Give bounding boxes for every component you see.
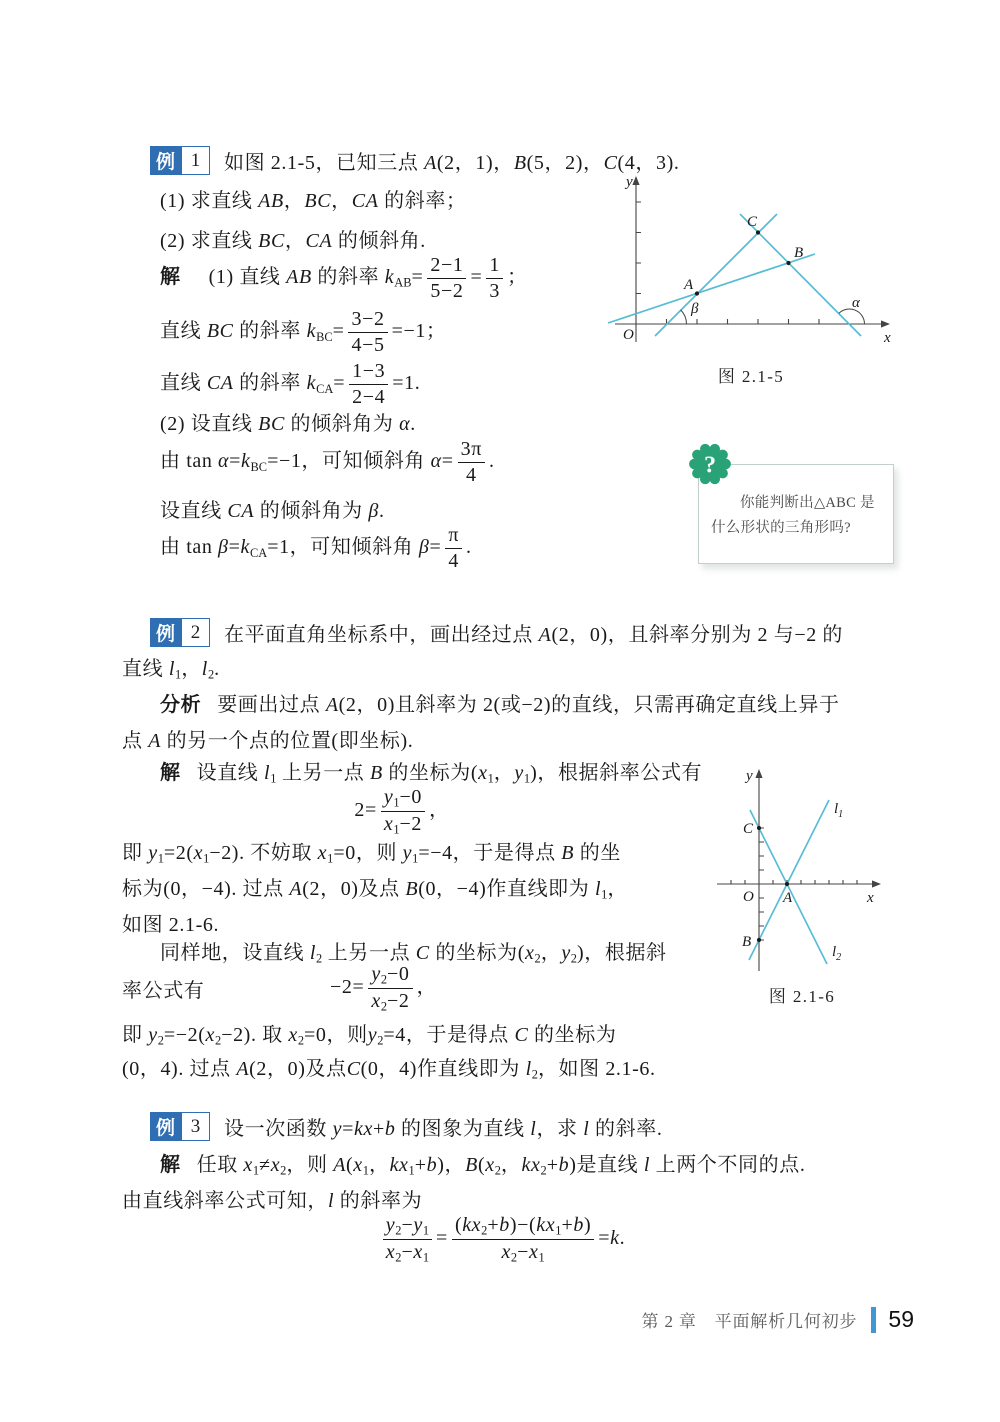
ex2-equation2: −2= $\frac{y_2-0}{x_2-2}$ ，: [330, 963, 438, 1014]
ex2-solution-line3b: 率公式有: [122, 980, 205, 1002]
solution-label: 解: [160, 1154, 181, 1176]
label-A: A: [783, 890, 793, 906]
points: [695, 230, 791, 295]
point-C: [756, 230, 760, 234]
ex2-solution-line2a: 即 $y_1=2(x_1-2)$. 不妨取 $x_1=0$，则 $y_1=-4$，于是得点 B 的坐: [122, 842, 621, 866]
label-alpha: α: [852, 295, 860, 311]
figure2-caption: 图 2.1-6: [768, 987, 836, 1006]
point-B: [786, 261, 790, 265]
point-B: [757, 938, 761, 942]
footer-page-number: 59: [888, 1306, 914, 1332]
ex3-solution-line1: 解 任取 $x_1\ne x_2$，则 $A(x_1$，$kx_1+b$)，$B(x_2$，$kx_2+b$)是直线 l 上两个不同的点.: [160, 1154, 806, 1178]
example-badge: 例: [150, 618, 181, 647]
question-box: [698, 452, 894, 564]
question-badge-icon: [687, 441, 733, 487]
footer-chapter: 第 2 章 平面解析几何初步: [641, 1312, 858, 1331]
beta-arc: [681, 310, 687, 324]
label-y: y: [626, 174, 633, 190]
example-number: 1: [181, 146, 210, 175]
ex2-equation1: 2= $\frac{y_1-0}{x_1-2}$ ，: [354, 786, 450, 837]
ex2-intro-line2: 直线 $l_1$，$l_2$.: [122, 658, 220, 682]
y-arrow: [632, 176, 639, 185]
label-l2: $l_2$: [832, 944, 842, 963]
example-badge: 例: [150, 146, 181, 175]
example-number: 3: [181, 1112, 210, 1141]
figure-2-1-6: [712, 766, 892, 978]
label-y: y: [746, 768, 753, 784]
ex2-analysis-line1: 分析 要画出过点 A(2，0)且斜率为 2(或−2)的直线，只需再确定直线上异于: [160, 694, 840, 716]
analysis-label: 分析: [160, 694, 202, 716]
ex1-solution-line4: (2) 设直线 BC 的倾斜角为 α.: [160, 413, 416, 435]
label-B: B: [742, 934, 752, 950]
label-O: O: [743, 889, 754, 905]
ex2-solution-line4a: 即 $y_2=-2(x_2-2)$. 取 $x_2=0$，则$y_2=4$，于是得点 C 的坐标为: [122, 1024, 617, 1048]
label-C: C: [743, 821, 754, 837]
ex2-solution-line1: 解 设直线 $l_1$ 上另一点 B 的坐标为($x_1$，$y_1$)，根据斜率公式有: [160, 762, 703, 786]
ex1-solution-line1: 解 (1) 直线 AB 的斜率 $k_{AB}=$ $\frac{2-1}{5-2}$ = $\frac{1}{3}$ ；: [160, 254, 528, 302]
label-beta: β: [691, 301, 699, 317]
x-ticks: [731, 880, 857, 884]
question-text: 你能判断出△ABC 是 什么形状的三角形吗?: [711, 495, 875, 537]
point-A: [785, 882, 789, 886]
line-l2: [750, 810, 827, 964]
lines: [608, 214, 861, 336]
example-badge: 例: [150, 1112, 181, 1141]
figure1-caption: 图 2.1-5: [717, 367, 785, 386]
line-l1: [749, 800, 829, 960]
label-l1: $l_1$: [834, 801, 844, 820]
solution-label: 解: [160, 762, 181, 784]
ex2-solution-line2b: 标为(0，−4). 过点 A(2，0)及点 B(0，−4)作直线即为 $l_1$，: [122, 878, 628, 902]
ex2-solution-line3: 同样地，设直线 $l_2$ 上另一点 C 的坐标为($x_2$，$y_2$)，根据斜: [160, 942, 667, 966]
y-arrow: [755, 769, 762, 778]
example3-heading: [150, 1112, 662, 1141]
example2-intro: 在平面直角坐标系中，画出经过点 A(2，0)，且斜率分别为 2 与−2 的: [224, 624, 844, 646]
footer-divider-bar: [871, 1307, 876, 1333]
page-footer: [642, 1306, 915, 1333]
x-arrow: [872, 880, 881, 887]
label-x: x: [884, 330, 891, 346]
ex1-solution-line3: 直线 CA 的斜率 $k_{CA}=$ $\frac{1-3}{2-4}$ =1.: [160, 360, 421, 408]
x-ticks: [667, 319, 820, 324]
solution-label: 解: [160, 266, 181, 289]
example2-heading: [150, 618, 843, 647]
ex2-solution-line2c: 如图 2.1-6.: [122, 914, 220, 936]
line-AB: [608, 254, 815, 323]
y-ticks: [636, 202, 641, 294]
axes: [717, 775, 873, 971]
label-x: x: [867, 890, 874, 906]
ex1-item1: (1) 求直线 AB，BC，CA 的斜率；: [160, 190, 467, 212]
ex3-solution-line2: 由直线斜率公式可知，l 的斜率为: [122, 1190, 423, 1212]
label-A: A: [684, 277, 694, 293]
ex2-solution-line4b: (0，4). 过点 A(2，0)及点C(0，4)作直线即为 $l_2$，如图 2.1-6.: [122, 1058, 656, 1082]
ex1-solution-line2: 直线 BC 的斜率 $k_{BC}=$ $\frac{3-2}{4-5}$ =−1；: [160, 308, 447, 356]
ex1-solution-line5: 由 $\tan \alpha=k_{BC}=-1$，可知倾斜角 α= $\frac{3\pi}{4}$ .: [160, 438, 495, 486]
example1-intro: 如图 2.1-5，已知三点 A(2，1)，B(5，2)，C(4，3).: [224, 152, 680, 174]
ex1-item2: (2) 求直线 BC，CA 的倾斜角.: [160, 230, 426, 252]
example1-heading: [150, 146, 679, 175]
question-mark-glyph: ?: [703, 452, 717, 479]
ex1-solution-line6: 设直线 CA 的倾斜角为 β.: [160, 500, 385, 522]
label-O: O: [623, 327, 634, 343]
ex2-analysis-line2: 点 A 的另一个点的位置(即坐标).: [122, 730, 414, 752]
ex3-equation: $\frac{y_2-y_1}{x_2-x_1}$ = $\frac{(kx_2+b)-(kx_1+b)}{x_2-x_1}$ =k.: [122, 1214, 882, 1265]
point-C: [757, 826, 761, 830]
ex1-solution-line7: 由 $\tan \beta=k_{CA}=1$，可知倾斜角 β= $\frac{\pi}{4}$ .: [160, 524, 472, 572]
example-number: 2: [181, 618, 210, 647]
label-B: B: [794, 245, 804, 261]
example3-intro: 设一次函数 y=kx+b 的图象为直线 l，求 l 的斜率.: [224, 1118, 663, 1140]
label-C: C: [747, 214, 758, 230]
point-A: [695, 291, 699, 295]
x-arrow: [881, 320, 890, 327]
figure-2-1-5: [605, 172, 897, 358]
